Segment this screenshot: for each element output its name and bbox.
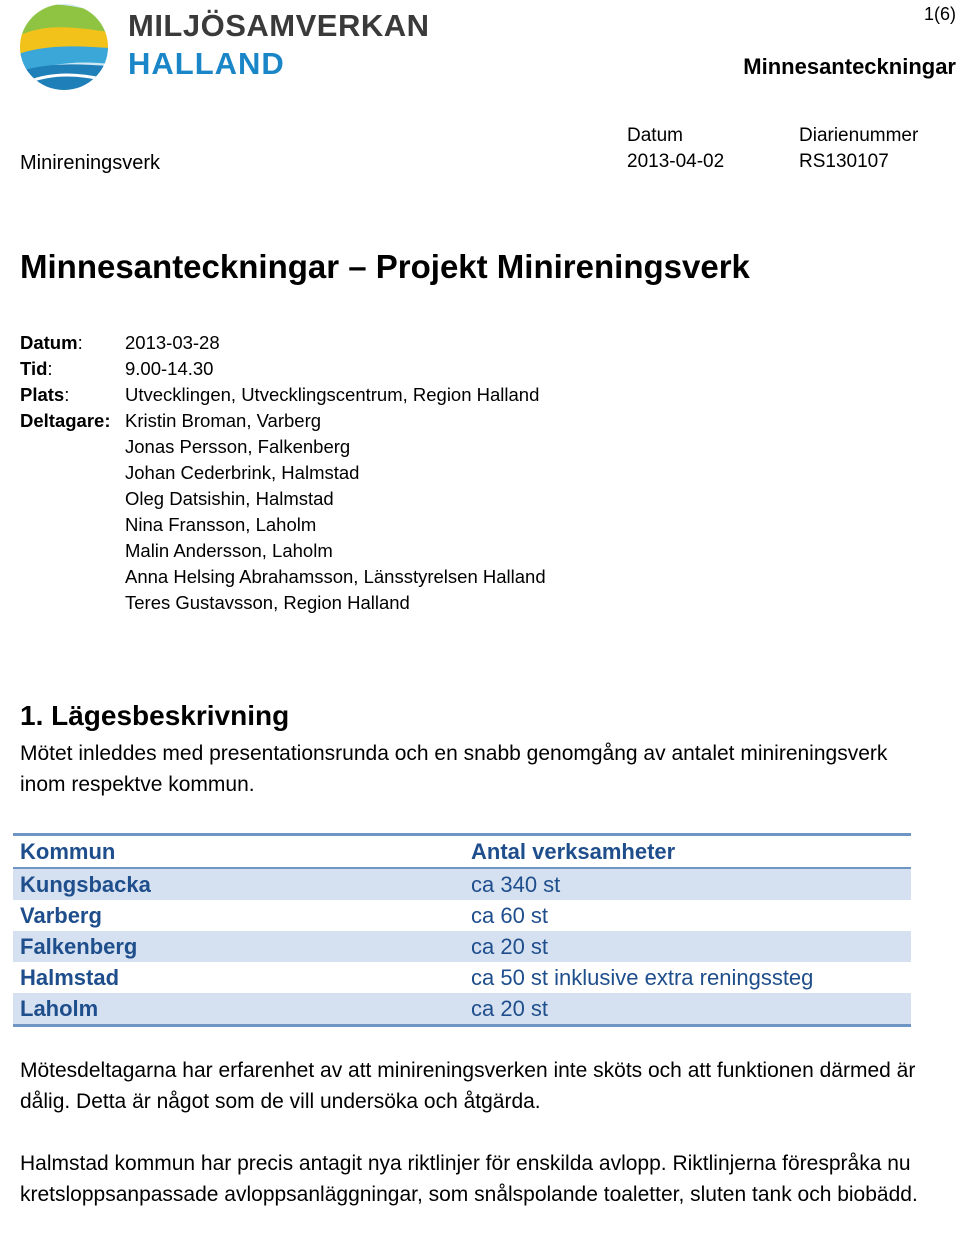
meeting-place-row: Plats: Utvecklingen, Utvecklingscentrum, Region Halland [20, 382, 546, 408]
participant: Kristin Broman, Varberg [125, 410, 322, 431]
municipality-table [13, 833, 911, 1027]
count-cell: ca 50 st inklusive extra reningssteg [471, 965, 814, 990]
municipality-cell: Laholm [13, 993, 464, 1026]
participants-list [125, 408, 546, 616]
meeting-info [20, 330, 546, 616]
participant: Malin Andersson, Laholm [125, 540, 333, 561]
meeting-date-value: 2013-03-28 [125, 332, 220, 353]
municipality-cell: Halmstad [20, 965, 120, 990]
participant: Jonas Persson, Falkenberg [125, 436, 351, 457]
meeting-time-label: Tid [20, 358, 48, 379]
reference-value: RS130107 [799, 151, 889, 172]
document-subject: Minireningsverk [20, 152, 161, 174]
reference-label: Diarienummer [799, 125, 919, 146]
participants-label: Deltagare [20, 410, 105, 431]
table-row [13, 931, 911, 962]
table-header-row [13, 835, 911, 869]
table-row [13, 868, 911, 900]
organization-logo [18, 2, 430, 94]
paragraph-experience: Mötesdeltagarna har erfarenhet av att minireningsverken inte sköts och att funktionen därmed är dålig. Detta är något som de vill undersöka och åtgärda. [20, 1059, 916, 1113]
count-cell: ca 60 st [471, 903, 549, 928]
logo-wordmark-top: MILJÖSAMVERKAN [128, 8, 430, 43]
count-cell: ca 20 st [464, 993, 911, 1026]
meeting-place-value: Utvecklingen, Utvecklingscentrum, Region Halland [125, 384, 540, 405]
table-row [13, 993, 911, 1026]
participant: Anna Helsing Abrahamsson, Länsstyrelsen Halland [125, 566, 546, 587]
table-row [13, 900, 911, 931]
municipality-cell: Kungsbacka [13, 868, 464, 900]
column-header-count: Antal verksamheter [464, 835, 911, 869]
section-heading: 1. Lägesbeskrivning [20, 700, 290, 731]
paragraph-guidelines: Halmstad kommun har precis antagit nya riktlinjer för enskilda avlopp. Riktlinjerna förespråka nu kretsloppsanpassade avloppsanläggningar, som snålspolande toaletter, sluten tank och biobädd. [20, 1152, 918, 1206]
count-cell: ca 20 st [464, 931, 911, 962]
count-cell: ca 340 st [464, 868, 911, 900]
meeting-place-label: Plats [20, 384, 65, 405]
meeting-time-row: Tid: 9.00-14.30 [20, 356, 546, 382]
globe-icon [18, 2, 110, 92]
logo-wordmark-bottom: HALLAND [128, 46, 285, 81]
municipality-cell: Falkenberg [13, 931, 464, 962]
page-number: 1(6) [923, 4, 956, 24]
meeting-time-value: 9.00-14.30 [125, 358, 214, 379]
meeting-date-row: Datum: 2013-03-28 [20, 330, 546, 356]
municipality-cell: Varberg [20, 903, 102, 928]
participant: Oleg Datsishin, Halmstad [125, 488, 334, 509]
participant: Nina Fransson, Laholm [125, 514, 317, 535]
table-row [13, 962, 911, 993]
meeting-date-label: Datum [20, 332, 78, 353]
participants-row: Deltagare: Kristin Broman, Varberg Jonas Persson, Falkenberg Johan Cederbrink, Halmstad Oleg Datsishin, Halmstad Nina Fransson, Laholm Malin Andersson, Laholm Anna Helsing Abrahamsson, Länsstyrelsen Halland Teres Gustavsson, Region Halland [20, 408, 546, 616]
date-value: 2013-04-02 [627, 151, 725, 172]
section-intro: Mötet inleddes med presentationsrunda och en snabb genomgång av antalet minireningsverk inom respektve kommun. [20, 742, 888, 796]
column-header-kommun: Kommun [13, 835, 464, 869]
participant: Johan Cederbrink, Halmstad [125, 462, 360, 483]
date-label: Datum [627, 125, 683, 146]
page-title: Minnesanteckningar – Projekt Minireningsverk [20, 248, 750, 285]
participant: Teres Gustavsson, Region Halland [125, 592, 410, 613]
document-type: Minnesanteckningar [743, 54, 956, 79]
